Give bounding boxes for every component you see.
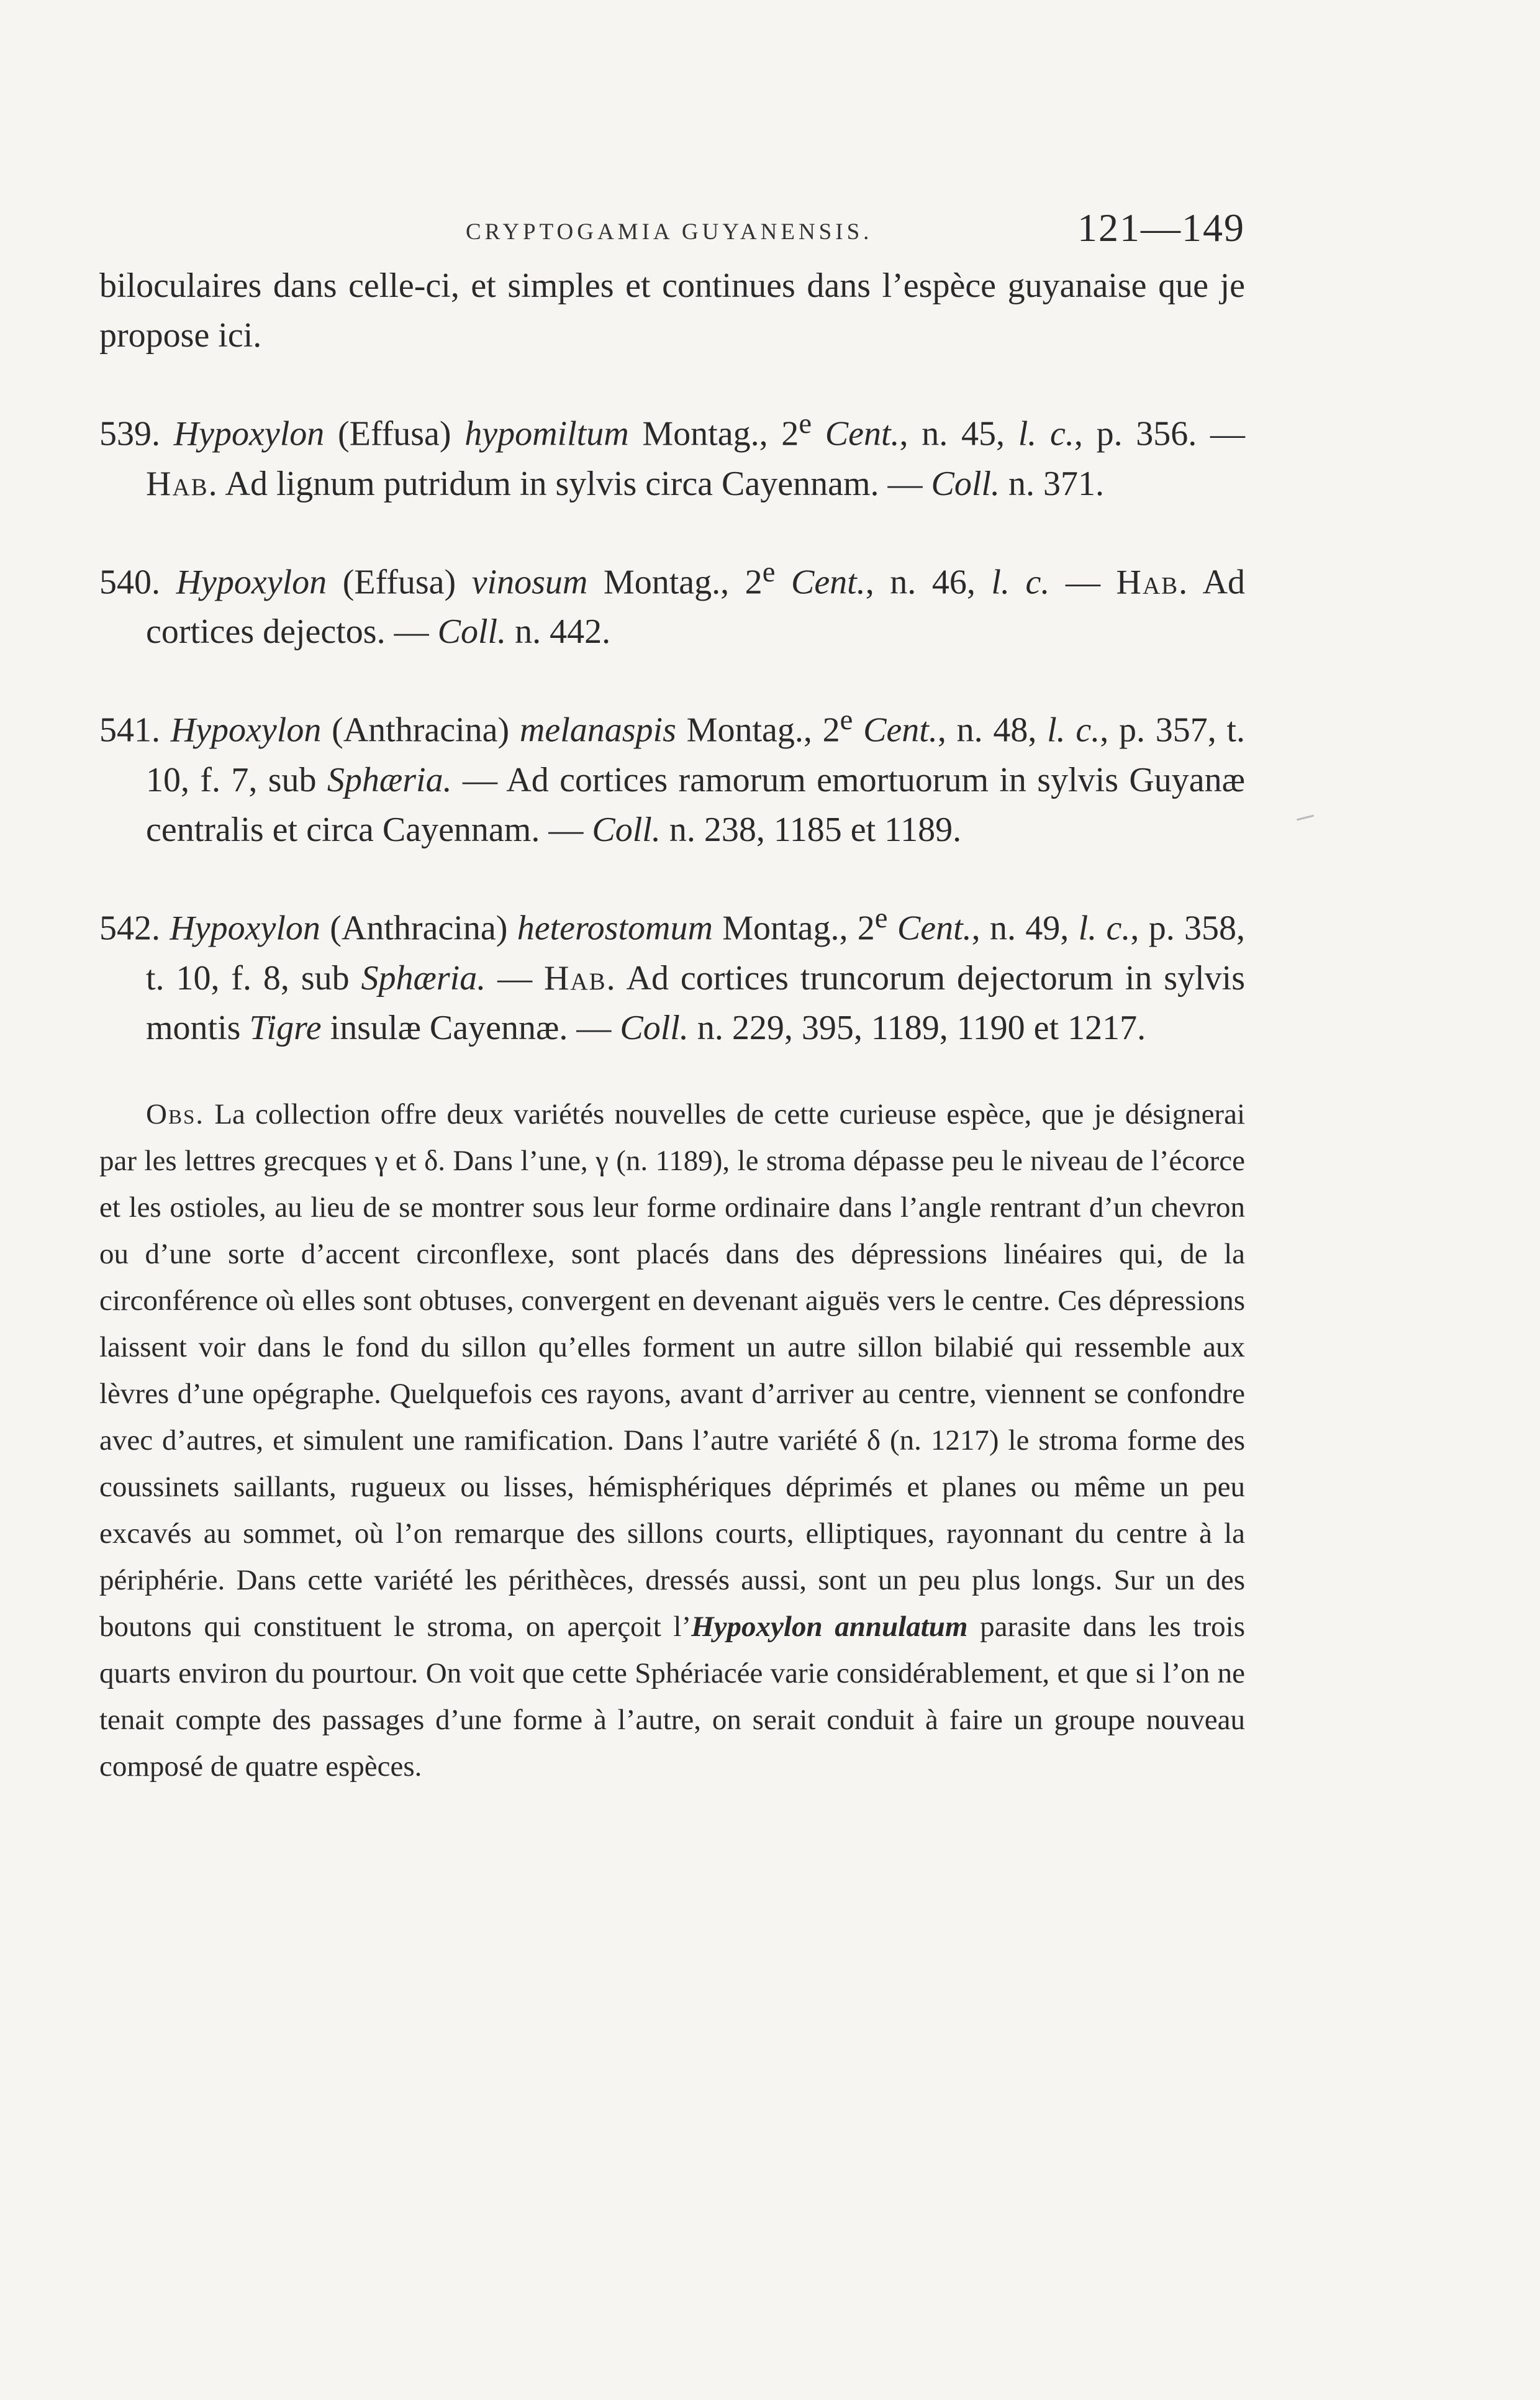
species-entry-542 <box>99 893 1245 1053</box>
continuation-paragraph <box>99 261 1245 360</box>
reference-number: , n. 45, <box>899 414 1005 453</box>
species-entry-541 <box>99 695 1245 855</box>
section-name: (Effusa) <box>338 414 451 453</box>
species-epithet: hypomiltum <box>464 414 629 453</box>
entry-number: 541. <box>99 711 160 750</box>
habitat-text: Ad cortices truncorum dejectorum in sylvis montis <box>146 958 1246 1047</box>
species-epithet: heterostomum <box>517 909 713 948</box>
body-text <box>99 261 1245 1819</box>
entry-number: 542. <box>99 909 160 948</box>
genus-name: Hypoxylon <box>170 909 320 948</box>
section-name: (Effusa) <box>342 563 456 602</box>
species-epithet: vinosum <box>471 563 588 602</box>
superscript: e <box>874 901 888 934</box>
habitat-label: Hab. <box>544 958 617 998</box>
habitat-text: Ad lignum putridum in sylvis circa Cayennam. — <box>225 464 923 503</box>
century-abbrev: Cent. <box>863 711 938 750</box>
author-citation: Montag., 2 <box>686 711 840 750</box>
reference-number: , n. 49, <box>971 909 1069 948</box>
reference-number: , n. 48, <box>937 711 1037 750</box>
habitat-label: Hab. <box>1116 563 1189 602</box>
collection-label: Coll. <box>592 810 661 849</box>
superscript: e <box>799 407 812 440</box>
continuation-text: biloculaires dans celle-ci, et simples et continues dans l’espèce guyanaise que je propose ici. <box>99 266 1245 355</box>
collection-label: Coll. <box>437 612 507 652</box>
observation-text: La collection offre deux variétés nouvelles de cette curieuse espèce, que je désignerai par les lettres grecques γ et δ. Dans l’une, γ (n. 1189), le stroma dépasse peu le niveau de l’écorce et les ostioles, au lieu de se montrer sous leur forme ordinaire dans l’angle rentrant d’un chevron ou d’une sorte d’accent circonflexe, sont placés dans des dépressions linéaires qui, de la circonférence où elles sont obtuses, convergent en devenant aiguës vers le centre. Ces dépressions laissent voir dans le fond du sillon qu’elles forment un autre sillon bilabié qui ressemble aux lèvres d’une opégraphe. Quelquefois ces rayons, avant d’arriver au centre, viennent se confondre avec d’autres, et simulent une ramification. Dans l’autre variété δ (n. 1217) le stroma forme des coussinets saillants, rugueux ou lisses, hémisphériques déprimés et planes ou même un peu excavés au sommet, où l’on remarque des sillons courts, elliptiques, rayonnant du centre à la périphérie. Dans cette variété les périthèces, dressés aussi, sont un peu plus longs. Sur un des boutons qui constituent le stroma, on aperçoit l’ <box>99 1098 1245 1643</box>
habitat-text: Ad cortices dejectos. — <box>146 563 1246 652</box>
collection-numbers: n. 371. <box>1008 464 1104 503</box>
section-name: (Anthracina) <box>330 909 508 948</box>
loc-cit: l. c. <box>1047 711 1100 750</box>
running-title: CRYPTOGAMIA GUYANENSIS. <box>466 219 873 245</box>
margin-mark <box>1297 815 1314 821</box>
collection-label: Coll. <box>620 1008 689 1047</box>
author-citation: Montag., 2 <box>603 563 763 602</box>
loc-cit: l. c. <box>1078 909 1131 948</box>
parasite-species-name: Hypoxylon annulatum <box>691 1610 968 1643</box>
reference-page: , p. 356. — <box>1074 414 1246 453</box>
entry-number: 539. <box>99 414 160 453</box>
author-citation: Montag., 2 <box>722 909 875 948</box>
superscript: e <box>840 704 853 737</box>
genus-name: Hypoxylon <box>170 711 322 750</box>
species-entry-540 <box>99 547 1245 657</box>
superscript: e <box>762 555 776 588</box>
collection-numbers: n. 442. <box>515 612 611 652</box>
author-citation: Montag., 2 <box>642 414 799 453</box>
collection-numbers: n. 229, 395, 1189, 1190 et 1217. <box>697 1008 1146 1047</box>
reference-page: , p. 357, t. 10, f. 7, sub <box>146 711 1246 799</box>
reference-page: — <box>1065 563 1100 602</box>
genus-name: Hypoxylon <box>176 563 327 602</box>
habitat-label: Hab. <box>146 464 219 503</box>
observation-text-end: parasite dans les trois quarts environ du pourtour. On voit que cette Sphériacée varie considérablement, et que si l’on ne tenait compte des passages d’une forme à l’autre, on serait conduit à faire un groupe nouveau composé de quatre espèces. <box>99 1610 1245 1783</box>
observation-label: Obs. <box>146 1098 205 1130</box>
reference-number: , n. 46, <box>865 563 976 602</box>
loc-cit: l. c. <box>991 563 1050 602</box>
synonym-genus: Sphæria. <box>361 958 486 998</box>
century-abbrev: Cent. <box>825 414 900 453</box>
collection-numbers: n. 238, 1185 et 1189. <box>669 810 962 849</box>
loc-cit: l. c. <box>1018 414 1074 453</box>
century-abbrev: Cent. <box>790 563 866 602</box>
section-name: (Anthracina) <box>332 711 510 750</box>
collection-label: Coll. <box>931 464 1000 503</box>
species-epithet: melanaspis <box>519 711 676 750</box>
running-head <box>99 205 1245 255</box>
entry-number: 540. <box>99 563 160 602</box>
place-name: Tigre <box>249 1008 322 1047</box>
reference-page: , p. 358, t. 10, f. 8, sub <box>146 909 1246 998</box>
century-abbrev: Cent. <box>897 909 972 948</box>
habitat-text: — Ad cortices ramorum emortuorum in sylvis Guyanæ centralis et circa Cayennam. — <box>146 760 1246 849</box>
page-number: 121—149 <box>1077 206 1245 250</box>
synonym-genus: Sphæria. <box>327 760 452 799</box>
habitat-text-cont: insulæ Cayennæ. — <box>330 1008 612 1047</box>
genus-name: Hypoxylon <box>173 414 325 453</box>
observation-paragraph <box>99 1091 1245 1790</box>
dash: — <box>497 958 533 998</box>
species-entry-539 <box>99 399 1245 509</box>
